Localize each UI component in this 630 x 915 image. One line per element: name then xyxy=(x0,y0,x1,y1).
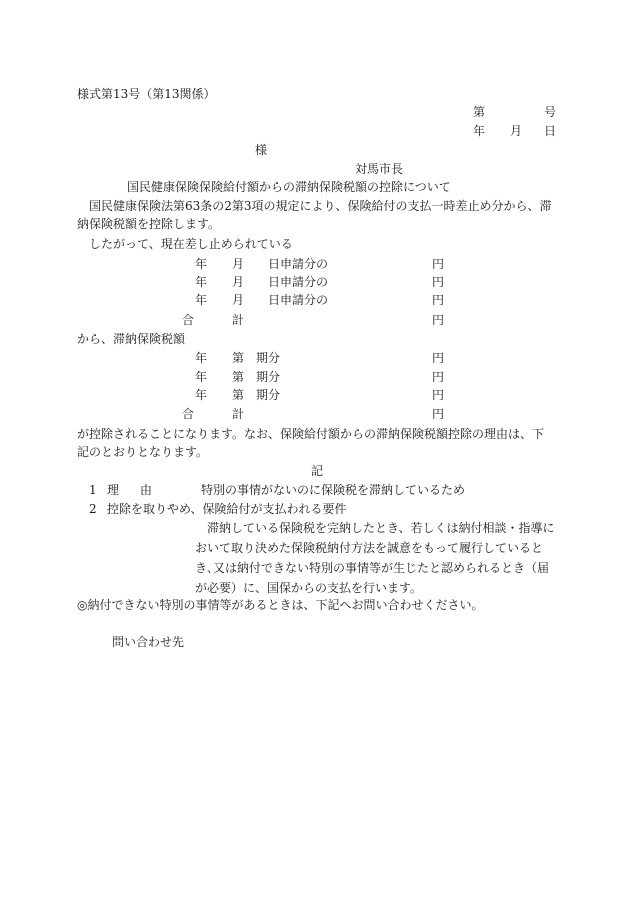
ki-heading: 記 xyxy=(311,464,324,478)
intro-paragraph: 国民健康保険法第63条の2第3項の規定により、保険給付の支払一時差止め分から、滞納保険税額を控除します。 xyxy=(77,199,552,231)
arrears-row-year: 年 xyxy=(195,388,208,402)
date-year-label: 年 xyxy=(473,124,486,138)
arrears-row-year: 年 xyxy=(195,370,208,384)
addressee-suffix: 様 xyxy=(255,143,268,157)
withheld-total-yen: 円 xyxy=(432,313,445,327)
arrears-row-kibun: 期分 xyxy=(256,370,281,384)
arrears-row-kibun: 期分 xyxy=(256,351,281,365)
form-number: 様式第13号（第13関係） xyxy=(77,87,216,101)
withheld-row-month: 月 xyxy=(232,257,245,271)
item2-text: 滞納している保険税を完納したとき、若しくは納付相談・指導において取り決めた保険税納付方法を誠意をもって履行しているとき､又は納付できない特別の事情等が生じたと認められるとき（届が必要）に、国保からの支払を行います。 xyxy=(195,521,555,595)
arrears-total-label-a: 合 xyxy=(182,407,195,421)
withheld-row-desc: 日申請分の xyxy=(268,293,329,307)
withheld-row-year: 年 xyxy=(195,257,208,271)
arrears-row-dai: 第 xyxy=(232,388,245,402)
item1-number: 1 xyxy=(89,483,97,497)
issuer-name: 対馬市長 xyxy=(355,162,404,176)
document-title: 国民健康保険保険給付額からの滞納保険税額の控除について xyxy=(127,180,451,194)
withheld-row-yen: 円 xyxy=(432,275,445,289)
notice-text: ◎納付できない特別の事情等があるときは、下記へお問い合わせください。 xyxy=(77,598,484,612)
date-month-label: 月 xyxy=(510,124,523,138)
item1-label-b: 由 xyxy=(140,483,153,497)
item2-label: 控除を取りやめ、保険給付が支払われる要件 xyxy=(107,502,347,516)
withheld-total-label-b: 計 xyxy=(232,313,245,327)
withheld-row-desc: 日申請分の xyxy=(268,257,329,271)
withheld-lead: したがって、現在差し止められている xyxy=(89,237,293,251)
item2-number: 2 xyxy=(89,502,97,516)
arrears-row-yen: 円 xyxy=(432,370,445,384)
arrears-total-yen: 円 xyxy=(432,407,445,421)
withheld-row-month: 月 xyxy=(232,275,245,289)
arrears-row-yen: 円 xyxy=(432,351,445,365)
withheld-row-yen: 円 xyxy=(432,257,445,271)
arrears-row-yen: 円 xyxy=(432,388,445,402)
conclusion-paragraph: が控除されることになります。なお、保険給付額からの滞納保険税額控除の理由は、下記のとおりとなります。 xyxy=(77,427,545,459)
doc-number-suffix: 号 xyxy=(544,105,557,119)
withheld-total-label-a: 合 xyxy=(182,313,195,327)
arrears-row-dai: 第 xyxy=(232,351,245,365)
withheld-row-yen: 円 xyxy=(432,293,445,307)
arrears-row-kibun: 期分 xyxy=(256,388,281,402)
arrears-lead: から、滞納保険税額 xyxy=(77,332,186,346)
contact-label: 問い合わせ先 xyxy=(112,635,185,649)
arrears-total-label-b: 計 xyxy=(232,407,245,421)
item1-label-a: 理 xyxy=(107,483,120,497)
doc-number-prefix: 第 xyxy=(473,105,486,119)
withheld-row-year: 年 xyxy=(195,275,208,289)
item1-text: 特別の事情がないのに保険税を滞納しているため xyxy=(201,483,466,497)
withheld-row-month: 月 xyxy=(232,293,245,307)
withheld-row-desc: 日申請分の xyxy=(268,275,329,289)
date-day-label: 日 xyxy=(544,124,557,138)
arrears-row-dai: 第 xyxy=(232,370,245,384)
arrears-row-year: 年 xyxy=(195,351,208,365)
withheld-row-year: 年 xyxy=(195,293,208,307)
